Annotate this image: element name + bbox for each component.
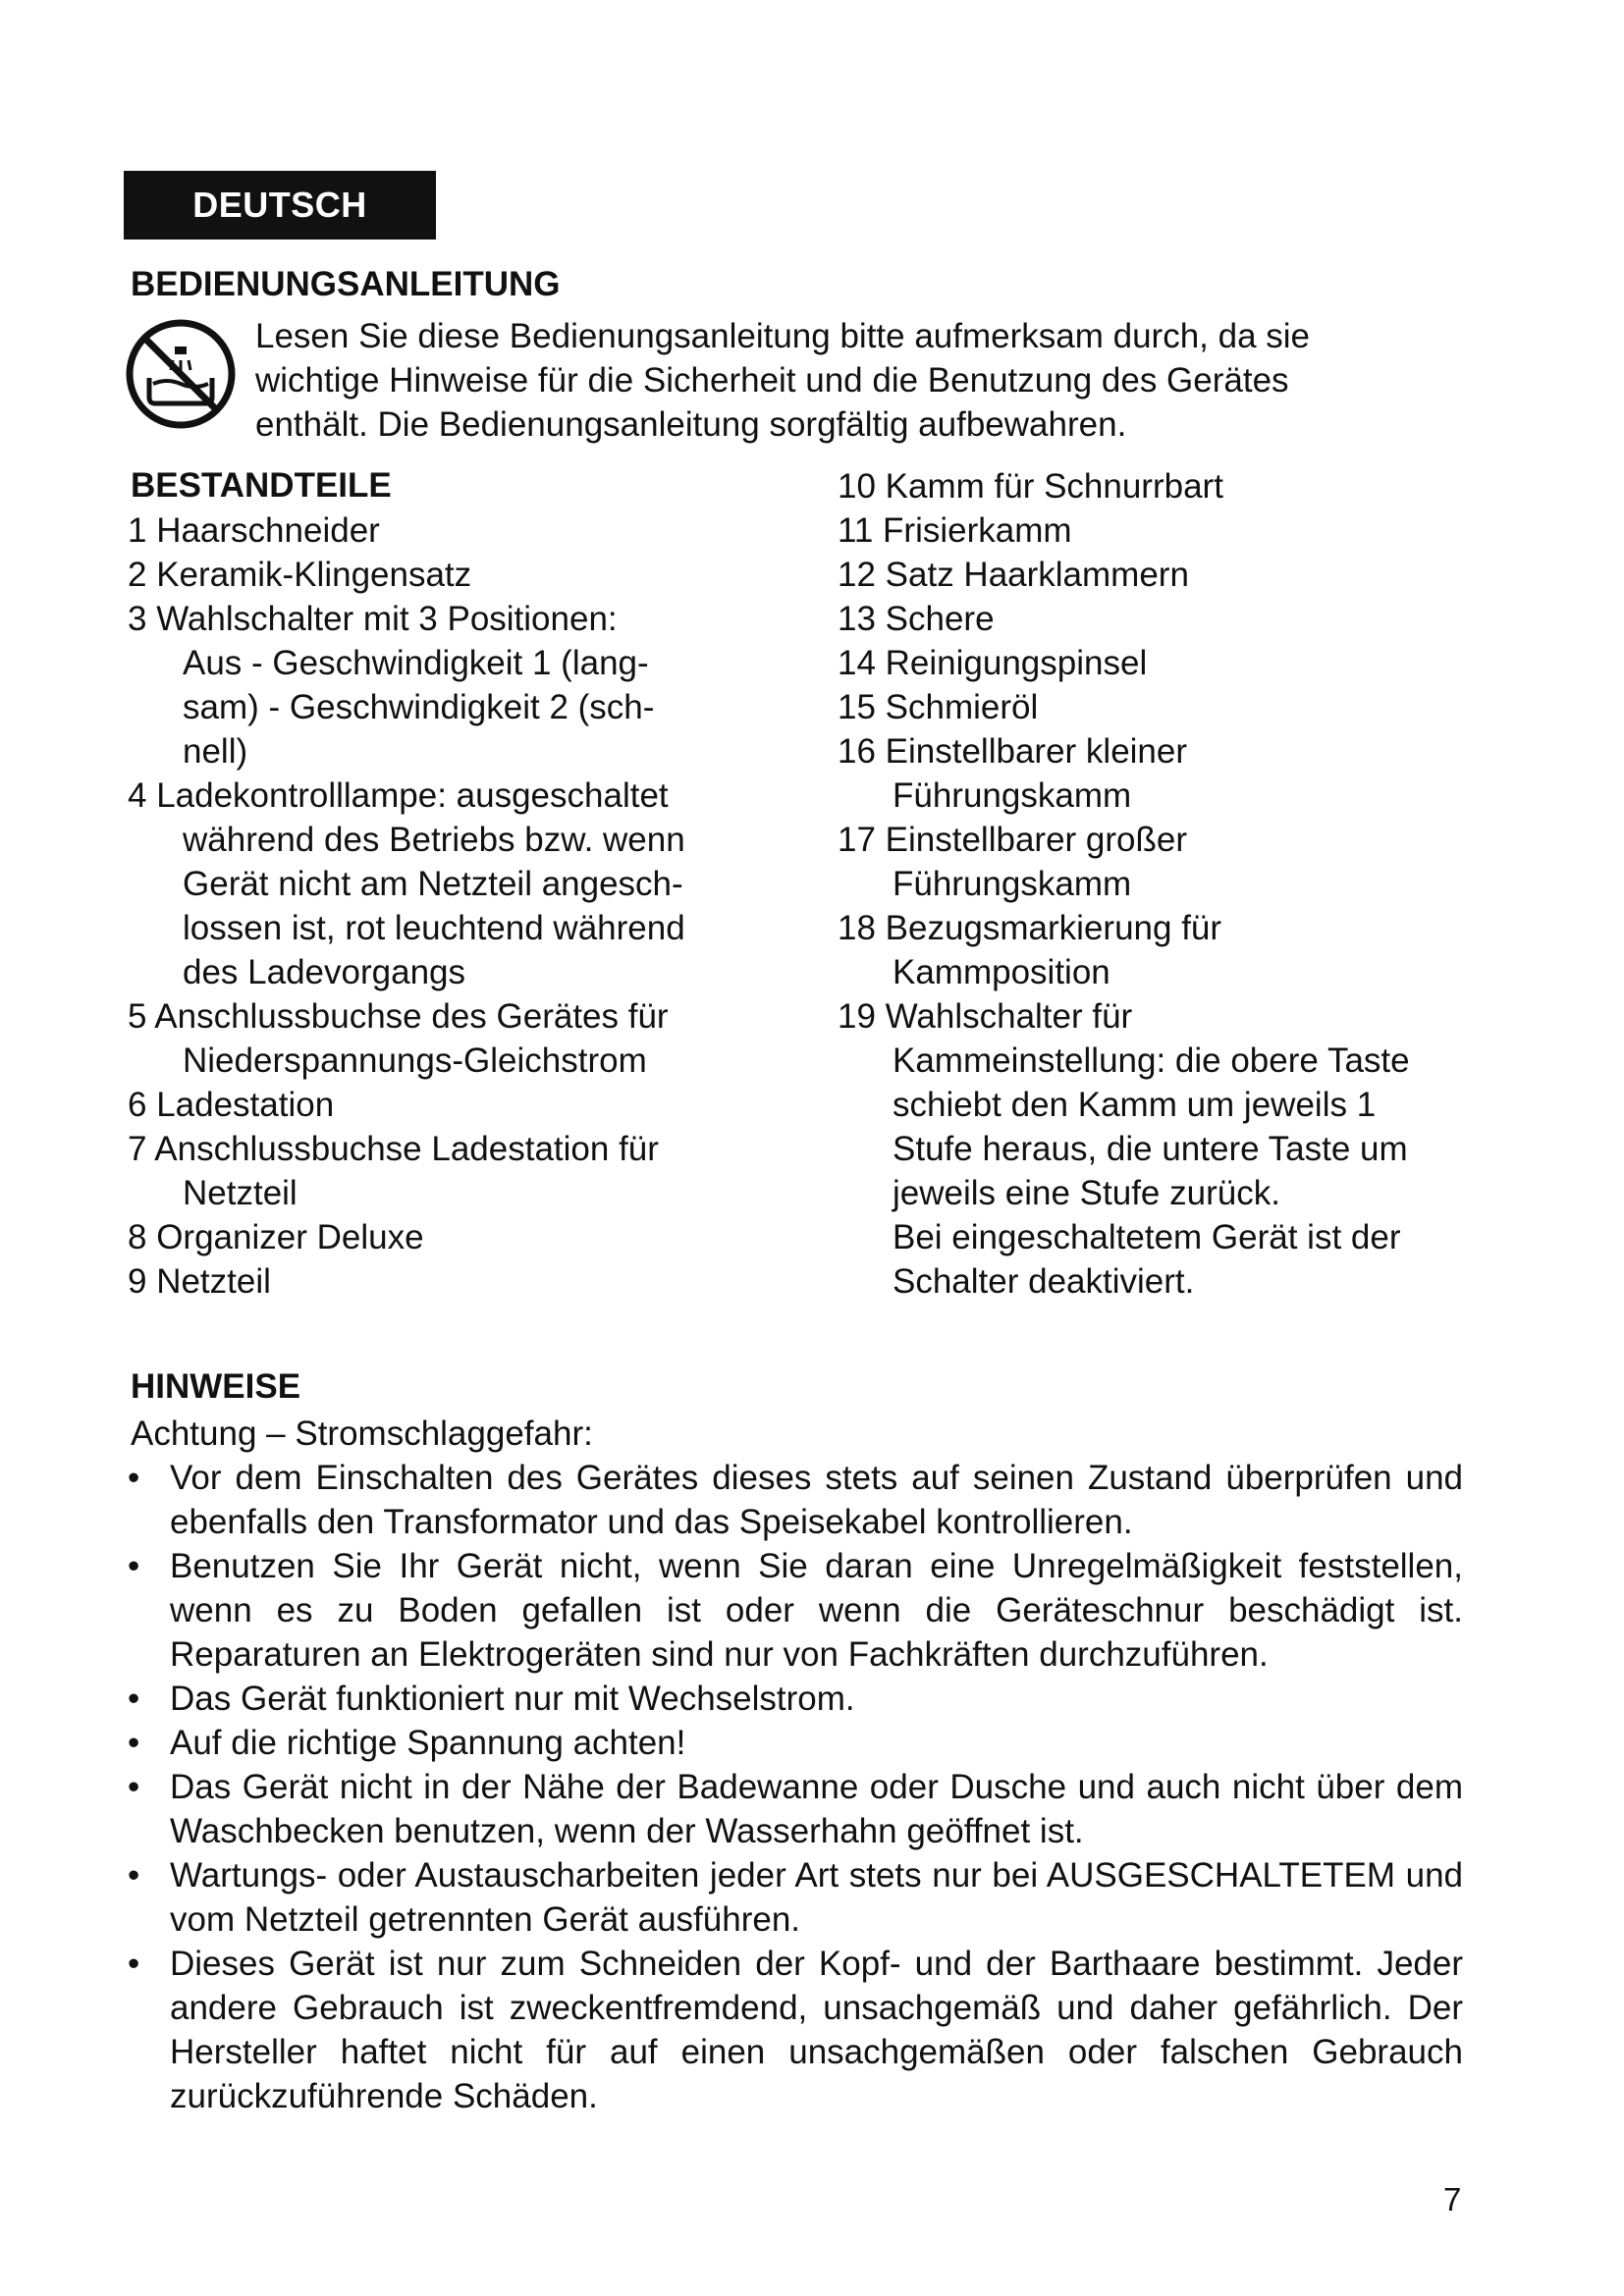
heading-parts: BESTANDTEILE	[131, 466, 392, 505]
parts-item-detail: Führungskamm	[893, 776, 1132, 815]
parts-list-item	[838, 818, 1486, 906]
notes-list	[128, 1456, 1463, 2118]
parts-list-item	[128, 994, 776, 1083]
parts-list-item	[128, 1083, 776, 1127]
parts-item-label: 1 Haarschneider	[128, 511, 380, 550]
parts-list-item	[838, 729, 1486, 818]
note-item: • Auf die richtige Spannung achten!	[128, 1721, 1463, 1765]
parts-item-label: 2 Keramik-Klingensatz	[128, 556, 472, 594]
parts-list-left	[128, 508, 776, 1304]
parts-list-item	[128, 774, 776, 994]
intro-line: wichtige Hinweise für die Sicherheit und die Benutzung des Gerätes	[255, 361, 1289, 400]
parts-list-item	[838, 994, 1486, 1304]
intro-line: enthält. Die Bedienungsanleitung sorgfältig aufbewahren.	[255, 405, 1127, 444]
parts-item-label: 14 Reinigungspinsel	[838, 644, 1148, 682]
no-water-warning-icon	[124, 317, 238, 431]
parts-list-item	[838, 464, 1486, 508]
language-label: DEUTSCH	[124, 171, 436, 240]
parts-item-label: 10 Kamm für Schnurrbart	[838, 467, 1223, 506]
note-item: • Benutzen Sie Ihr Gerät nicht, wenn Sie daran eine Unregelmäßigkeit feststellen, wenn es zu Boden gefallen ist oder wenn die Geräteschnur beschädigt ist. Reparaturen an Elektrogeräten sind nur von Fachkräften durchzuführen.	[128, 1544, 1463, 1677]
parts-list-item	[128, 508, 776, 553]
parts-item-label: 3 Wahlschalter mit 3 Positionen:	[128, 600, 618, 638]
parts-item-label: 6 Ladestation	[128, 1086, 335, 1124]
parts-item-detail: Netzteil	[183, 1174, 298, 1212]
parts-list-right	[838, 464, 1486, 1304]
heading-notes: HINWEISE	[131, 1367, 301, 1406]
warning-line: Achtung – Stromschlaggefahr:	[131, 1415, 593, 1453]
note-item: • Das Gerät funktioniert nur mit Wechselstrom.	[128, 1677, 1463, 1721]
parts-item-label: 8 Organizer Deluxe	[128, 1218, 424, 1256]
parts-item-label: 11 Frisierkamm	[838, 511, 1072, 550]
parts-item-label: 18 Bezugsmarkierung für	[838, 909, 1222, 947]
parts-list-item	[838, 906, 1486, 994]
intro-text	[255, 314, 1463, 447]
parts-item-label: 13 Schere	[838, 600, 995, 638]
note-item: • Dieses Gerät ist nur zum Schneiden der Kopf- und der Barthaare bestimmt. Jeder andere Gebrauch ist zweckentfremdend, unsachgemäß und daher gefährlich. Der Hersteller haftet nicht für auf einen unsachgemäßen oder falschen Gebrauch zurückzuführende Schäden.	[128, 1942, 1463, 2118]
parts-list-item	[838, 508, 1486, 553]
parts-item-label: 4 Ladekontrolllampe: ausgeschaltet	[128, 776, 669, 815]
parts-item-detail: Kammeinstellung: die obere Taste schiebt den Kamm um jeweils 1 Stufe heraus, die untere Taste um jeweils eine Stufe zurück. Bei eingeschaltetem Gerät ist der Schalter deaktiviert.	[893, 1041, 1410, 1301]
parts-list-item	[838, 553, 1486, 597]
note-item: • Das Gerät nicht in der Nähe der Badewanne oder Dusche und auch nicht über dem Waschbecken benutzen, wenn der Wasserhahn geöffnet ist.	[128, 1765, 1463, 1853]
parts-list-item	[838, 685, 1486, 729]
heading-manual: BEDIENUNGSANLEITUNG	[131, 265, 561, 303]
parts-item-label: 17 Einstellbarer großer	[838, 821, 1187, 859]
parts-item-label: 7 Anschlussbuchse Ladestation für	[128, 1130, 659, 1168]
parts-list-item	[128, 1259, 776, 1304]
parts-item-label: 5 Anschlussbuchse des Gerätes für	[128, 997, 669, 1036]
parts-item-label: 16 Einstellbarer kleiner	[838, 732, 1188, 771]
parts-list-item	[128, 597, 776, 774]
intro-line: Lesen Sie diese Bedienungsanleitung bitte aufmerksam durch, da sie	[255, 317, 1311, 355]
note-item: • Wartungs- oder Austauscharbeiten jeder Art stets nur bei AUSGESCHALTETEM und vom Netzteil getrennten Gerät ausführen.	[128, 1853, 1463, 1942]
parts-item-label: 12 Satz Haarklammern	[838, 556, 1189, 594]
parts-list-item	[838, 597, 1486, 641]
parts-item-label: 9 Netzteil	[128, 1262, 271, 1301]
note-item: • Vor dem Einschalten des Gerätes dieses stets auf seinen Zustand überprüfen und ebenfalls den Transformator und das Speisekabel kontrollieren.	[128, 1456, 1463, 1544]
parts-item-detail: Aus - Geschwindigkeit 1 (lang- sam) - Geschwindigkeit 2 (sch- nell)	[183, 644, 655, 771]
parts-list-item	[128, 1127, 776, 1215]
page-number: 7	[1443, 2181, 1462, 2217]
parts-list-item	[128, 553, 776, 597]
parts-item-detail: Kammposition	[893, 953, 1110, 991]
parts-item-detail: während des Betriebs bzw. wenn Gerät nicht am Netzteil angesch- lossen ist, rot leuchtend während des Ladevorgangs	[183, 821, 685, 991]
parts-list-item	[838, 641, 1486, 685]
parts-item-detail: Niederspannungs-Gleichstrom	[183, 1041, 647, 1080]
parts-list-item	[128, 1215, 776, 1259]
parts-item-detail: Führungskamm	[893, 865, 1132, 903]
parts-item-label: 19 Wahlschalter für	[838, 997, 1133, 1036]
parts-item-label: 15 Schmieröl	[838, 688, 1039, 726]
